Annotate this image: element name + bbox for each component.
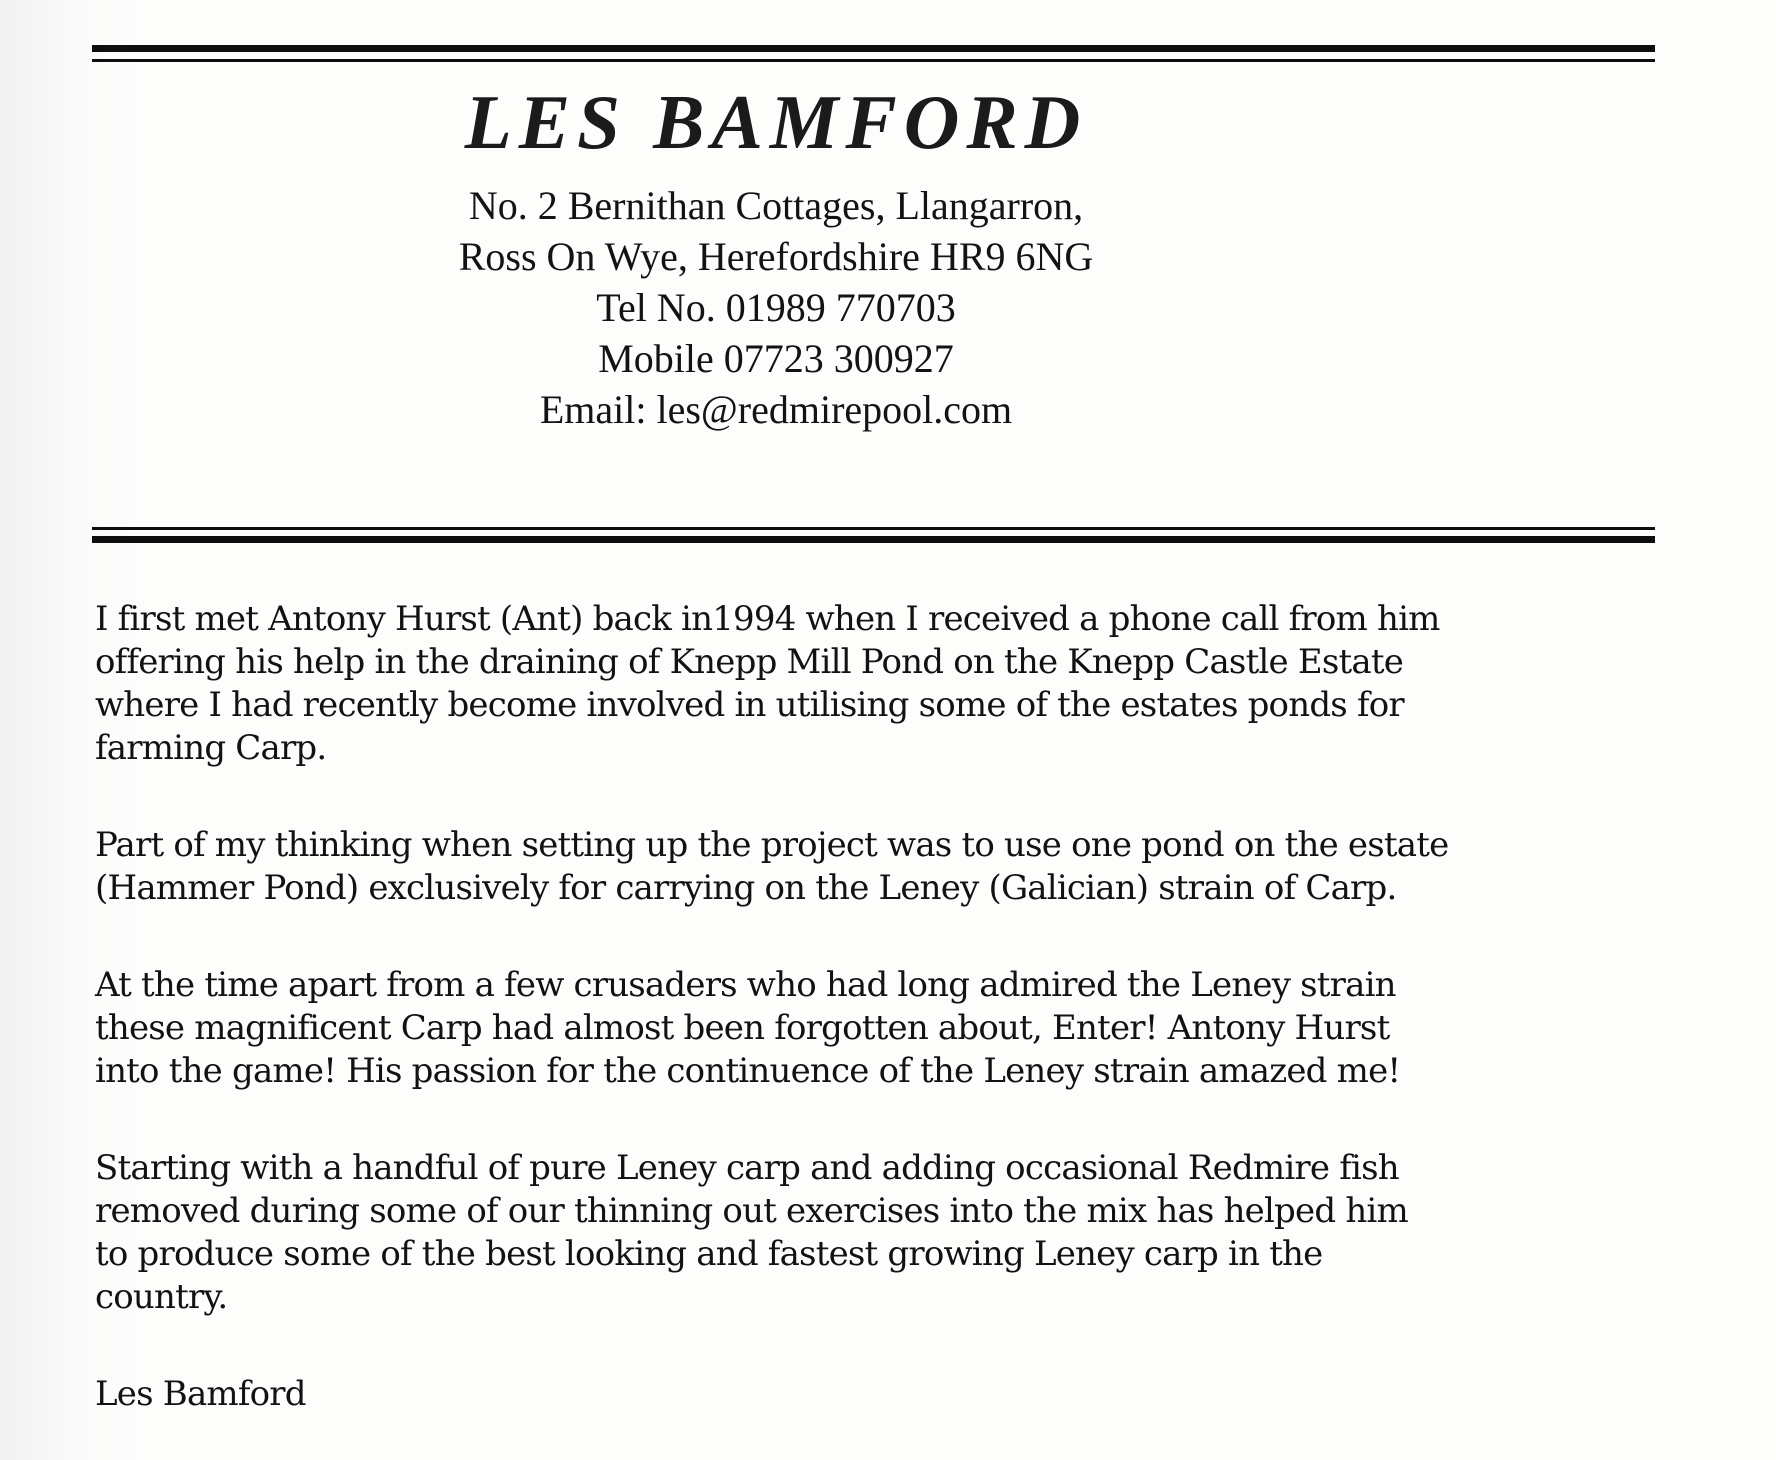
letter-body xyxy=(95,598,1655,1416)
address-line-2: Ross On Wye, Herefordshire HR9 6NG xyxy=(458,234,1094,279)
body-line: where I had recently become involved in utilising some of the estates ponds for xyxy=(95,685,1404,725)
letterhead-address-block xyxy=(95,180,1457,435)
body-line: these magnificent Carp had almost been forgotten about, Enter! Antony Hurst xyxy=(95,1008,1390,1048)
body-line: Starting with a handful of pure Leney carp and adding occasional Redmire fish xyxy=(95,1148,1399,1188)
signature: Les Bamford xyxy=(95,1374,306,1414)
body-line: into the game! His passion for the continuence of the Leney strain amazed me! xyxy=(95,1051,1401,1091)
body-line: offering his help in the draining of Knepp Mill Pond on the Knepp Castle Estate xyxy=(95,642,1404,682)
top-double-rule xyxy=(92,45,1655,62)
body-line: farming Carp. xyxy=(95,728,327,768)
paragraph-2 xyxy=(95,824,1655,910)
letterhead-name: LES BAMFORD xyxy=(464,79,1088,165)
body-line: I first met Antony Hurst (Ant) back in1994 when I received a phone call from him xyxy=(95,599,1440,639)
bottom-double-rule xyxy=(92,527,1655,543)
address-line-1: No. 2 Bernithan Cottages, Llangarron, xyxy=(468,183,1084,228)
top-thick-rule xyxy=(92,45,1655,52)
bottom-thin-rule xyxy=(92,527,1655,530)
letterhead xyxy=(95,74,1457,435)
top-thin-rule xyxy=(92,59,1655,62)
telephone-line: Tel No. 01989 770703 xyxy=(596,285,956,330)
body-line: (Hammer Pond) exclusively for carrying on the Leney (Galician) strain of Carp. xyxy=(95,868,1397,908)
body-line: Part of my thinking when setting up the project was to use one pond on the estate xyxy=(95,825,1449,865)
body-line: removed during some of our thinning out exercises into the mix has helped him xyxy=(95,1191,1408,1231)
body-line: At the time apart from a few crusaders who had long admired the Leney strain xyxy=(95,965,1396,1005)
paragraph-4 xyxy=(95,1147,1655,1319)
bottom-thick-rule xyxy=(92,536,1655,543)
body-line: to produce some of the best looking and fastest growing Leney carp in the xyxy=(95,1234,1323,1274)
email-line: Email: les@redmirepool.com xyxy=(539,387,1013,432)
paragraph-1 xyxy=(95,598,1655,770)
mobile-line: Mobile 07723 300927 xyxy=(598,336,954,381)
body-line: country. xyxy=(95,1277,228,1317)
paragraph-3 xyxy=(95,964,1655,1093)
